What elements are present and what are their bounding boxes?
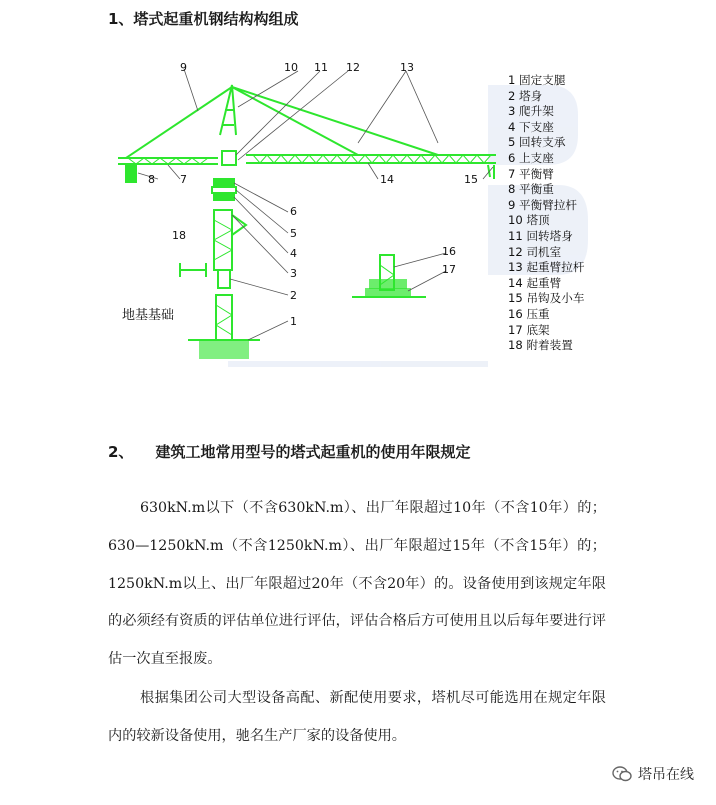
callout-14: 14 xyxy=(380,173,394,186)
crane-structure-figure xyxy=(108,55,600,370)
callout-9: 9 xyxy=(180,61,187,74)
callout-16: 16 xyxy=(442,245,456,258)
legend-item: 1 固定支腿 xyxy=(508,73,566,87)
component-legend xyxy=(508,73,584,354)
section-2-number: 2、 xyxy=(108,443,134,461)
legend-item: 15 吊钩及小车 xyxy=(508,291,585,306)
legend-item: 9 平衡臂拉杆 xyxy=(508,197,578,212)
legend-item: 11 回转塔身 xyxy=(508,228,573,243)
footer-brand: 塔吊在线 xyxy=(638,767,694,783)
callout-7: 7 xyxy=(180,173,187,186)
legend-item: 3 爬升架 xyxy=(508,104,554,119)
legend-item: 2 塔身 xyxy=(508,88,543,103)
callout-17: 17 xyxy=(442,263,456,276)
callout-10: 10 xyxy=(284,61,298,74)
legend-item: 17 底架 xyxy=(508,322,550,337)
paragraph-service-life: 630kN.m以下（不含630kN.m）、出厂年限超过10年（不含10年）的；630—1250kN.m（不含1250kN.m）、出厂年限超过15年（不含15年）的；1250kN.m以上、出厂年限超过20年（不含20年）的。设备使用到该规定年限的必须经有资质的评估单位进行评估，评估合格后方可使用且以后每年要进行评估一次直至报废。 xyxy=(108,500,606,668)
legend-item: 18 附着装置 xyxy=(508,338,573,353)
legend-item: 16 压重 xyxy=(508,306,550,321)
callout-4: 4 xyxy=(290,247,297,260)
section-2-title: 建筑工地常用型号的塔式起重机的使用年限规定 xyxy=(155,443,471,461)
legend-item: 13 起重臂拉杆 xyxy=(508,260,585,275)
legend-item: 7 平衡臂 xyxy=(508,166,554,181)
callout-8: 8 xyxy=(148,173,155,186)
legend-item: 5 回转支承 xyxy=(508,135,566,150)
legend-item: 8 平衡重 xyxy=(508,182,554,197)
callout-6: 6 xyxy=(290,205,297,218)
legend-item: 4 下支座 xyxy=(508,119,554,134)
callout-15: 15 xyxy=(464,173,478,186)
callout-3: 3 xyxy=(290,267,297,280)
legend-item: 6 上支座 xyxy=(508,150,554,165)
foundation-label: 地基基础 xyxy=(122,308,175,323)
callout-2: 2 xyxy=(290,289,297,302)
section-2-heading xyxy=(108,441,470,462)
paragraph-equipment-selection: 根据集团公司大型设备高配、新配使用要求，塔机尽可能选用在规定年限内的较新设备使用，驰名生产厂家的设备使用。 xyxy=(108,690,606,744)
legend-item: 10 塔顶 xyxy=(508,213,550,228)
legend-item: 12 司机室 xyxy=(508,244,562,259)
section-1-heading: 1、塔式起重机钢结构构组成 xyxy=(108,10,299,28)
callout-11: 11 xyxy=(314,61,328,74)
callout-12: 12 xyxy=(346,61,360,74)
callout-18: 18 xyxy=(172,229,186,242)
callout-13: 13 xyxy=(400,61,414,74)
footer-watermark xyxy=(612,764,694,784)
legend-item: 14 起重臂 xyxy=(508,275,562,290)
callout-5: 5 xyxy=(290,227,297,240)
wechat-icon xyxy=(612,765,632,783)
callout-1: 1 xyxy=(290,315,297,328)
